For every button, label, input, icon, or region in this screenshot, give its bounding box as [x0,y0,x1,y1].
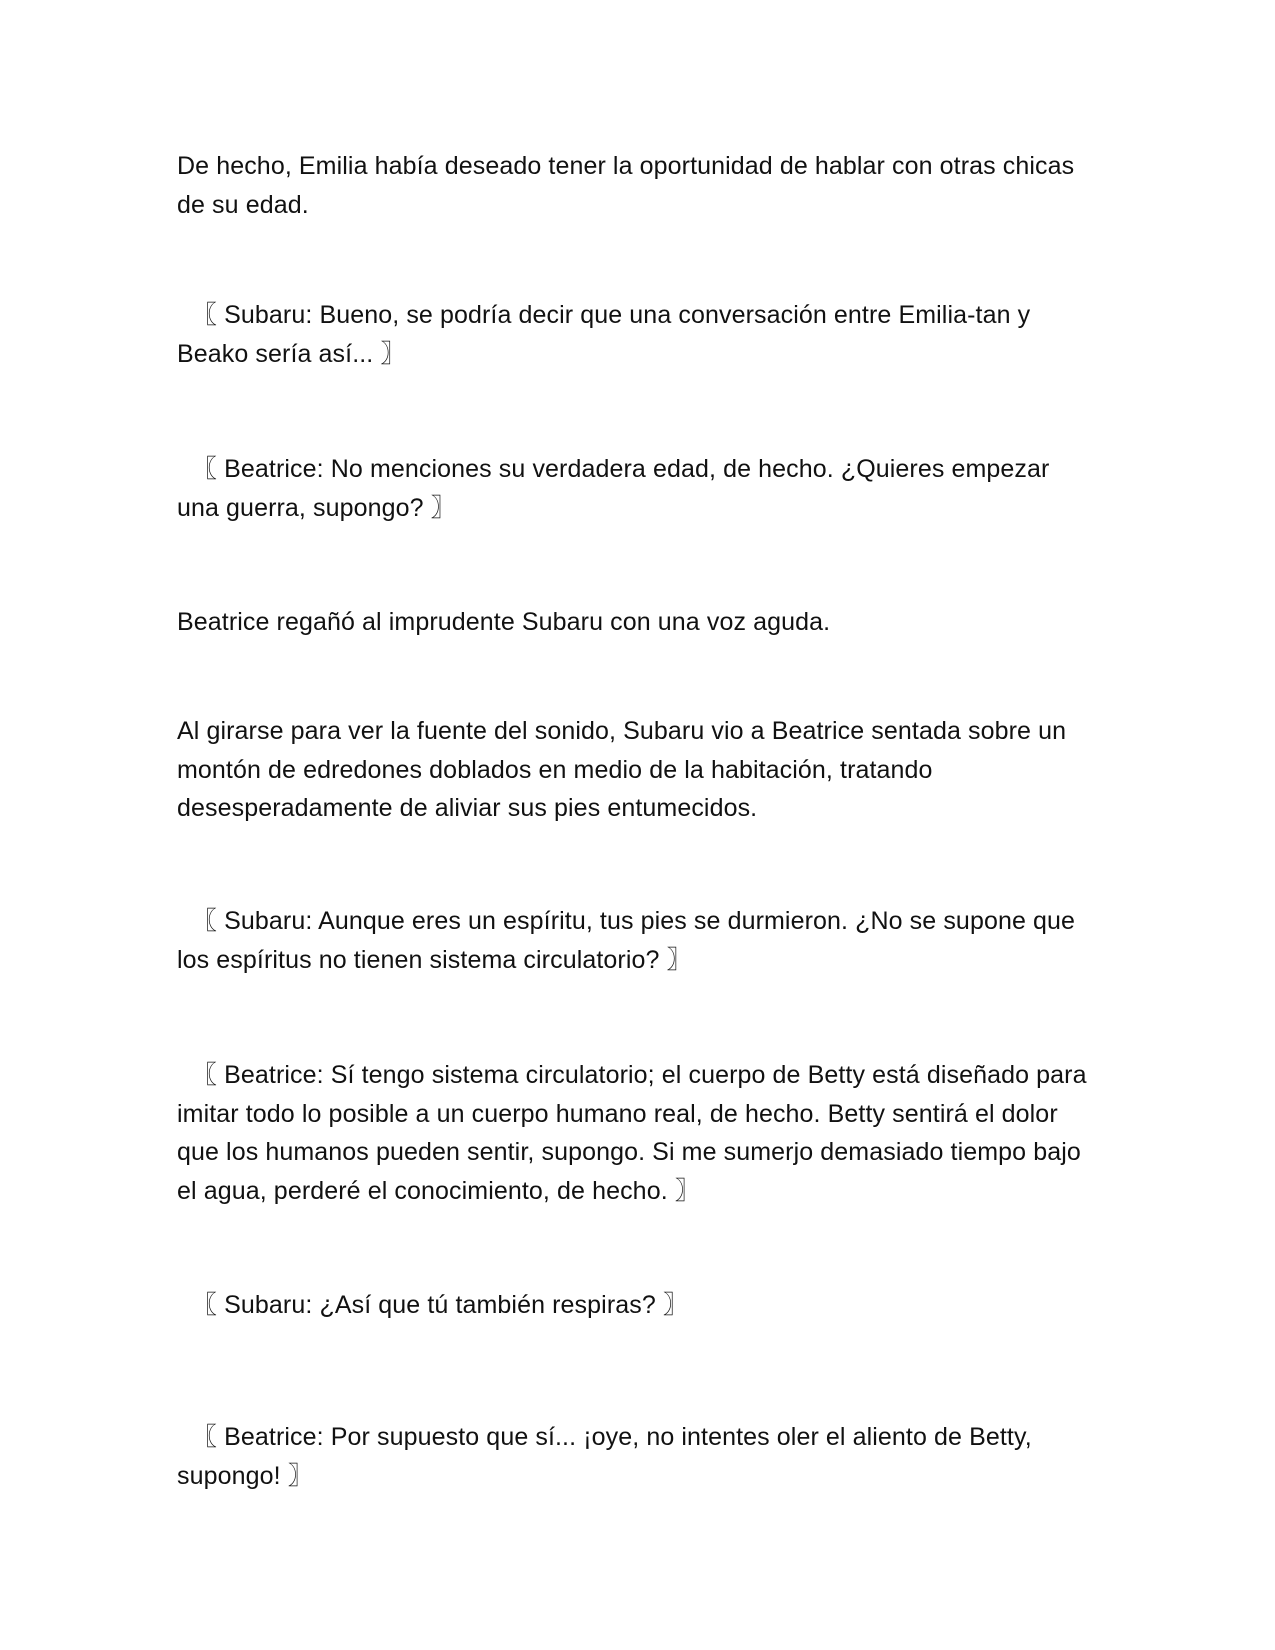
dialogue-line-subaru: 〖 Subaru: ¿Así que tú también respiras? 〗 [192,1291,688,1319]
narration-paragraph: Beatrice regañó al imprudente Subaru con una voz aguda. [177,608,831,636]
dialogue-line-beatrice: 〖 Beatrice: No menciones su verdadera edad, de hecho. ¿Quieres empezar una guerra, supongo? 〗 [177,455,1050,522]
dialogue-line-beatrice: 〖 Beatrice: Por supuesto que sí... ¡oye, no intentes oler el aliento de Betty, supongo! 〗 [177,1423,1032,1490]
dialogue-line-beatrice: 〖 Beatrice: Sí tengo sistema circulatorio; el cuerpo de Betty está diseñado para imitar todo lo posible a un cuerpo humano real, de hecho. Betty sentirá el dolor que los humanos pueden sentir, supongo. Si me sumerjo demasiado tiempo bajo el agua, perderé el conocimiento, de hecho. 〗 [177,1061,1087,1205]
dialogue-line-subaru: 〖 Subaru: Bueno, se podría decir que una conversación entre Emilia-tan y Beako sería así... 〗 [177,301,1031,368]
dialogue-line-subaru: 〖 Subaru: Aunque eres un espíritu, tus pies se durmieron. ¿No se supone que los espíritus no tienen sistema circulatorio? 〗 [177,907,1076,974]
narration-paragraph: De hecho, Emilia había deseado tener la oportunidad de hablar con otras chicas de su edad. [177,152,1075,219]
narration-paragraph: Al girarse para ver la fuente del sonido, Subaru vio a Beatrice sentada sobre un montón de edredones doblados en medio de la habitación, tratando desesperadamente de aliviar sus pies entumecidos. [177,717,1067,822]
